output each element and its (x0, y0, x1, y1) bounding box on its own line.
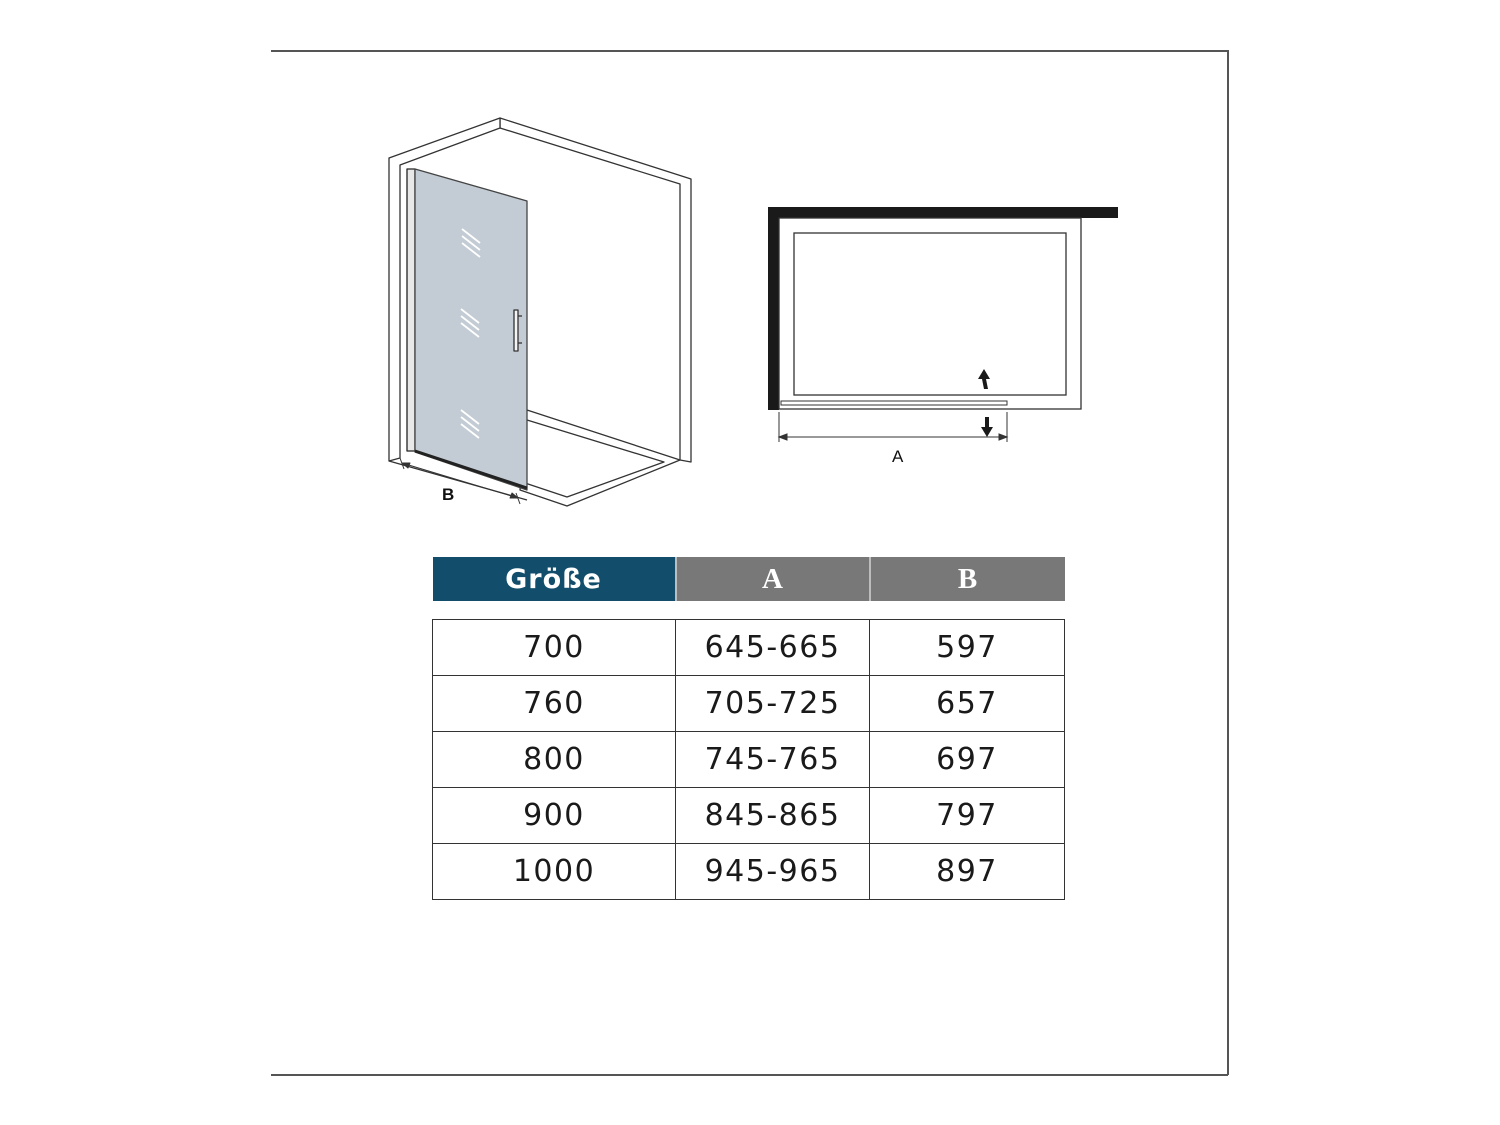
installation-drawings (0, 0, 1500, 560)
perspective-view (389, 118, 691, 506)
size-cell: 1000 (433, 844, 676, 900)
a-cell: 745-765 (676, 732, 870, 788)
wall-profile (407, 169, 415, 451)
a-cell: 845-865 (676, 788, 870, 844)
a-cell: 945-965 (676, 844, 870, 900)
header-size: Größe (433, 557, 676, 601)
a-cell: 645-665 (676, 620, 870, 676)
plan-tray-outer (779, 218, 1081, 409)
dimension-b-label: B (442, 485, 455, 504)
header-a: A (676, 557, 870, 601)
b-cell: 897 (870, 844, 1065, 900)
size-table (432, 557, 1065, 900)
plan-glass-panel (781, 401, 1007, 405)
table-row (433, 844, 1065, 900)
size-cell: 800 (433, 732, 676, 788)
table-row (433, 788, 1065, 844)
plan-wall-left (768, 207, 779, 410)
table-row (433, 732, 1065, 788)
glass-panel (415, 169, 527, 490)
size-cell: 700 (433, 620, 676, 676)
plan-view (768, 207, 1118, 442)
header-b: B (870, 557, 1065, 601)
shower-tray (520, 410, 680, 506)
b-cell: 697 (870, 732, 1065, 788)
table-row (433, 676, 1065, 732)
dimension-a-label: A (892, 447, 904, 466)
b-cell: 657 (870, 676, 1065, 732)
plan-tray-inner (794, 233, 1066, 395)
door-handle (514, 310, 518, 351)
b-cell: 597 (870, 620, 1065, 676)
size-cell: 760 (433, 676, 676, 732)
table-spacer (433, 601, 1065, 620)
plan-wall-top (768, 207, 1118, 218)
bottom-border-line (271, 1074, 1228, 1076)
b-cell: 797 (870, 788, 1065, 844)
size-cell: 900 (433, 788, 676, 844)
a-cell: 705-725 (676, 676, 870, 732)
size-table-header (433, 557, 1065, 601)
dimension-a-line (779, 412, 1007, 442)
table-row (433, 620, 1065, 676)
